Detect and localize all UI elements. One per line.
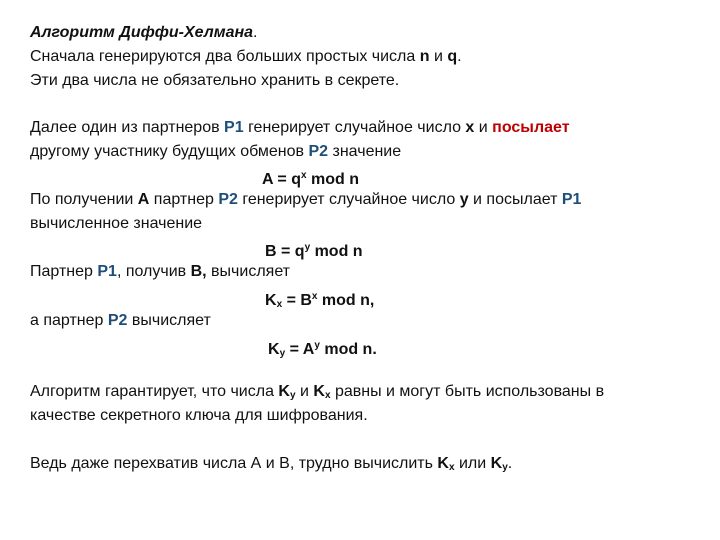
- var-k: K: [490, 455, 503, 472]
- var-k-sub: y: [502, 462, 508, 473]
- text: Алгоритм гарантирует, что числа: [30, 383, 279, 400]
- text: равны и могут быть использованы в: [330, 383, 605, 400]
- text: партнер: [149, 191, 219, 208]
- text: вычисляет: [127, 312, 211, 329]
- var-b: B,: [190, 263, 207, 280]
- formula-ky-k: K: [268, 341, 280, 358]
- partner-p2: P2: [218, 191, 238, 208]
- var-k: K: [313, 383, 325, 400]
- title: Алгоритм Диффи-Хелмана: [30, 24, 254, 41]
- para5-line: [30, 310, 211, 332]
- text: и: [474, 119, 493, 136]
- var-y: y: [459, 191, 469, 208]
- formula-a: [262, 165, 359, 191]
- para7-line: [30, 453, 512, 479]
- highlight-sends: посылает: [492, 119, 570, 136]
- para3-line2: вычисленное значение: [30, 215, 203, 232]
- partner-p1: P1: [561, 191, 582, 208]
- formula-b: [265, 237, 363, 263]
- var-k-sub: y: [289, 390, 296, 401]
- var-x: x: [465, 119, 475, 136]
- formula-kx: [265, 286, 374, 316]
- text: Ведь даже перехватив числа А и В, трудно вычислить: [30, 455, 438, 472]
- var-q: q: [447, 48, 458, 65]
- var-n: n: [419, 48, 430, 65]
- formula-a-rhs: mod n: [306, 171, 359, 188]
- text: , получив: [116, 263, 191, 280]
- var-a: A: [137, 191, 150, 208]
- text: значение: [328, 143, 402, 160]
- partner-p1: P1: [224, 119, 244, 136]
- text: Сначала генерируются два больших простых числа: [30, 48, 420, 65]
- para2-line2: [30, 141, 401, 163]
- text: и: [295, 383, 314, 400]
- text: .: [507, 455, 513, 472]
- formula-b-lhs: B = q: [265, 243, 305, 260]
- formula-a-lhs: A = q: [262, 171, 301, 188]
- formula-kx-exp: x: [311, 291, 318, 302]
- text: вычисляет: [206, 263, 291, 280]
- formula-kx-sub: x: [276, 299, 283, 310]
- formula-ky-sub: y: [279, 348, 286, 359]
- text: и: [429, 48, 448, 65]
- formula-kx-k: K: [265, 292, 277, 309]
- para3-line1: [30, 189, 581, 211]
- var-k: K: [278, 383, 290, 400]
- formula-ky: [268, 335, 377, 365]
- formula-a-exp: x: [300, 170, 307, 181]
- partner-p2: P2: [107, 312, 128, 329]
- text: .: [457, 48, 462, 65]
- var-k: K: [437, 455, 449, 472]
- text: генерирует случайное число: [237, 191, 460, 208]
- text: генерирует случайное число: [243, 119, 466, 136]
- title-period: .: [253, 24, 258, 41]
- para6-line1: [30, 381, 604, 407]
- text: или: [454, 455, 491, 472]
- var-k-sub: x: [448, 462, 455, 473]
- text: а партнер: [30, 312, 108, 329]
- formula-kx-mid: = B: [282, 292, 312, 309]
- text: и посылает: [468, 191, 562, 208]
- title-line: [30, 22, 257, 44]
- para4-line: [30, 261, 290, 283]
- formula-kx-rhs: mod n,: [317, 292, 375, 309]
- text: Далее один из партнеров: [30, 119, 225, 136]
- text: другому участнику будущих обменов: [30, 143, 309, 160]
- text: По получении: [30, 191, 138, 208]
- formula-ky-exp: y: [314, 340, 320, 351]
- partner-p1: P1: [97, 263, 117, 280]
- para6-line2: качестве секретного ключа для шифрования.: [30, 407, 368, 424]
- var-k-sub: x: [324, 390, 331, 401]
- partner-p2: P2: [308, 143, 329, 160]
- para2-line1: [30, 117, 570, 139]
- para1-line1: [30, 46, 462, 68]
- formula-ky-mid: = A: [285, 341, 315, 358]
- formula-b-exp: y: [304, 242, 311, 253]
- formula-ky-rhs: mod n.: [319, 341, 377, 358]
- text: Партнер: [30, 263, 98, 280]
- formula-b-rhs: mod n: [310, 243, 363, 260]
- para1-line2: Эти два числа не обязательно хранить в секрете.: [30, 72, 400, 89]
